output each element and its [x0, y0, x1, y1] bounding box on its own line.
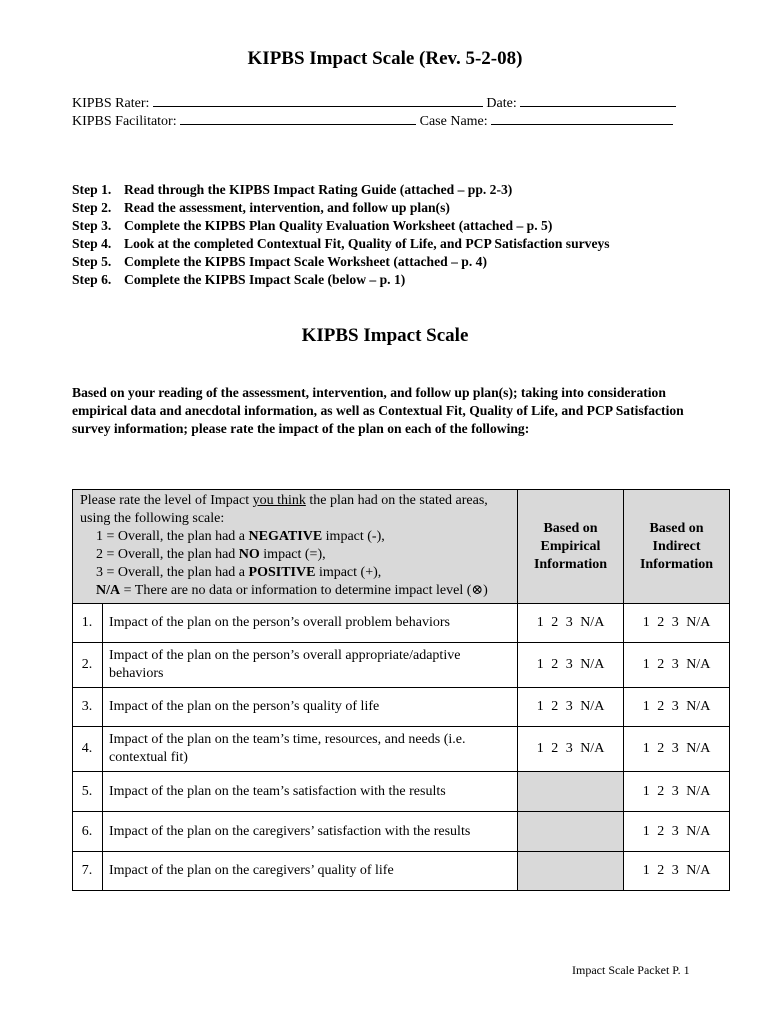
scale-text: 1 = Overall, the plan had a — [96, 529, 249, 544]
scale-text: impact (=), — [259, 547, 326, 562]
step-text: Look at the completed Contextual Fit, Quality of Life, and PCP Satisfaction surveys — [124, 236, 610, 251]
step-number: Step 5. — [72, 254, 112, 269]
row-description: Impact of the plan on the caregivers’ quality of life — [103, 852, 518, 891]
table-row — [73, 852, 730, 891]
instr-text: the plan had on the stated areas, using the following scale: — [80, 493, 488, 526]
step-number: Step 3. — [72, 218, 112, 233]
case-name-field[interactable] — [491, 112, 673, 125]
instr-text: Please rate the level of Impact — [80, 493, 253, 508]
table-row — [73, 688, 730, 727]
indirect-rating[interactable]: 1 2 3 N/A — [624, 643, 730, 688]
row-description: Impact of the plan on the person’s overall appropriate/adaptive behaviors — [103, 643, 518, 688]
row-description: Impact of the plan on the team’s time, resources, and needs (i.e. contextual fit) — [103, 727, 518, 772]
step-item — [72, 217, 610, 235]
steps-list — [72, 181, 610, 289]
scale-text: = There are no data or information to determine impact level (⊗) — [120, 583, 488, 598]
rater-label: KIPBS Rater: — [72, 96, 150, 111]
scale-key: POSITIVE — [248, 565, 316, 580]
step-text: Complete the KIPBS Impact Scale Worksheet (attached – p. 4) — [124, 254, 487, 269]
empirical-rating[interactable]: 1 2 3 N/A — [518, 604, 624, 643]
empirical-column-header: Based on Empirical Information — [518, 490, 624, 604]
scale-text: impact (+), — [315, 565, 382, 580]
row-description: Impact of the plan on the person’s overall problem behaviors — [103, 604, 518, 643]
empirical-rating-na-cell — [518, 812, 624, 852]
step-text: Complete the KIPBS Impact Scale (below – p. 1) — [124, 272, 406, 287]
row-number: 7. — [73, 852, 103, 891]
step-item — [72, 253, 610, 271]
rater-date-line — [72, 94, 676, 112]
rater-field[interactable] — [153, 94, 483, 107]
facilitator-label: KIPBS Facilitator: — [72, 114, 177, 129]
indirect-rating[interactable]: 1 2 3 N/A — [624, 727, 730, 772]
scale-key: NEGATIVE — [248, 529, 323, 544]
instr-emphasis: you think — [252, 493, 306, 508]
intro-paragraph: Based on your reading of the assessment, intervention, and follow up plan(s); taking into consideration empirical data and anecdotal information, as well as Contextual Fit, Quality of Life, and PCP Satisfaction survey information; please rate the impact of the plan on each of the following: — [72, 385, 684, 436]
scale-item — [80, 528, 511, 546]
row-number: 5. — [73, 772, 103, 812]
step-item — [72, 181, 610, 199]
step-number: Step 1. — [72, 182, 112, 197]
indirect-rating[interactable]: 1 2 3 N/A — [624, 604, 730, 643]
scale-key: N/A — [96, 583, 121, 598]
scale-item — [80, 582, 511, 600]
section-title: KIPBS Impact Scale — [301, 325, 469, 346]
step-text: Read through the KIPBS Impact Rating Guide (attached – pp. 2-3) — [124, 182, 513, 197]
step-number: Step 2. — [72, 200, 112, 215]
scale-text: 2 = Overall, the plan had — [96, 547, 239, 562]
row-number: 4. — [73, 727, 103, 772]
table-row — [73, 772, 730, 812]
step-text: Complete the KIPBS Plan Quality Evaluation Worksheet (attached – p. 5) — [124, 218, 553, 233]
table-header-row — [73, 490, 730, 604]
scale-key: NO — [238, 547, 260, 562]
empirical-rating[interactable]: 1 2 3 N/A — [518, 643, 624, 688]
scale-text: 3 = Overall, the plan had a — [96, 565, 249, 580]
facilitator-case-line — [72, 112, 673, 130]
scale-item — [80, 546, 511, 564]
page-footer: Impact Scale Packet P. 1 — [572, 963, 690, 977]
document-title: KIPBS Impact Scale (Rev. 5-2-08) — [247, 48, 523, 69]
rating-instructions — [73, 490, 518, 604]
table-row — [73, 604, 730, 643]
step-number: Step 6. — [72, 272, 112, 287]
row-number: 3. — [73, 688, 103, 727]
step-item — [72, 199, 610, 217]
facilitator-field[interactable] — [180, 112, 416, 125]
impact-scale-table — [72, 489, 730, 891]
empirical-rating-na-cell — [518, 772, 624, 812]
row-description: Impact of the plan on the person’s quality of life — [103, 688, 518, 727]
scale-item — [80, 564, 511, 582]
indirect-rating[interactable]: 1 2 3 N/A — [624, 688, 730, 727]
row-number: 6. — [73, 812, 103, 852]
step-text: Read the assessment, intervention, and follow up plan(s) — [124, 200, 450, 215]
row-description: Impact of the plan on the caregivers’ satisfaction with the results — [103, 812, 518, 852]
table-row — [73, 643, 730, 688]
row-description: Impact of the plan on the team’s satisfaction with the results — [103, 772, 518, 812]
date-label: Date: — [486, 96, 517, 111]
indirect-rating[interactable]: 1 2 3 N/A — [624, 812, 730, 852]
empirical-rating[interactable]: 1 2 3 N/A — [518, 727, 624, 772]
indirect-rating[interactable]: 1 2 3 N/A — [624, 772, 730, 812]
step-item — [72, 271, 610, 289]
case-name-label: Case Name: — [419, 114, 488, 129]
instructions-text — [80, 492, 511, 528]
indirect-column-header: Based on Indirect Information — [624, 490, 730, 604]
row-number: 1. — [73, 604, 103, 643]
step-item — [72, 235, 610, 253]
scale-text: impact (-), — [322, 529, 385, 544]
table-row — [73, 727, 730, 772]
date-field[interactable] — [520, 94, 676, 107]
empirical-rating[interactable]: 1 2 3 N/A — [518, 688, 624, 727]
empirical-rating-na-cell — [518, 852, 624, 891]
row-number: 2. — [73, 643, 103, 688]
indirect-rating[interactable]: 1 2 3 N/A — [624, 852, 730, 891]
step-number: Step 4. — [72, 236, 112, 251]
table-row — [73, 812, 730, 852]
